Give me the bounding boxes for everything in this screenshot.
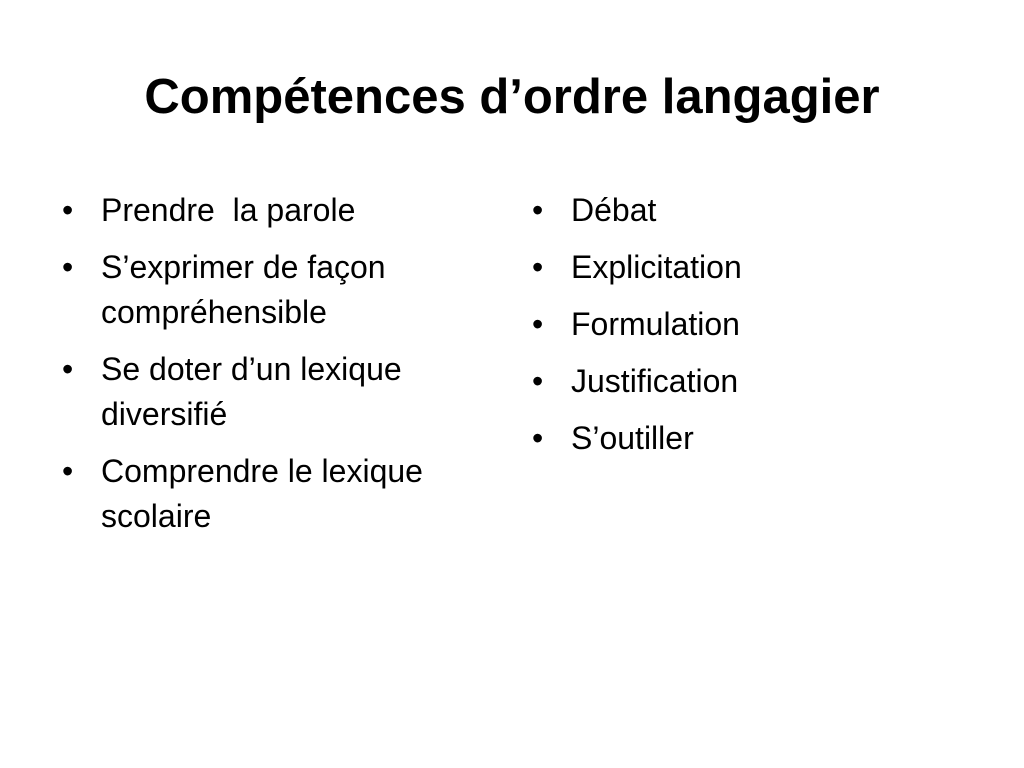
- list-item-formulation: [532, 302, 962, 347]
- bullet-icon: •: [532, 249, 544, 285]
- list-item-explicitation: [532, 245, 962, 290]
- list-item-prendre-la-parole: [62, 188, 492, 233]
- bullet-icon: •: [62, 192, 74, 228]
- bullet-icon: •: [62, 249, 74, 285]
- list-item-label: S’outiller: [571, 420, 694, 456]
- bullet-icon: •: [532, 306, 544, 342]
- list-item-debat: [532, 188, 962, 233]
- list-item-label: S’exprimer de façon compréhensible: [101, 249, 386, 330]
- bullet-icon: •: [62, 351, 74, 387]
- bullet-icon: •: [62, 453, 74, 489]
- list-item-label: Débat: [571, 192, 657, 228]
- bullet-icon: •: [532, 420, 544, 456]
- list-item-label: Explicitation: [571, 249, 742, 285]
- list-item-label: Prendre la parole: [101, 192, 356, 228]
- list-item-label: Formulation: [571, 306, 740, 342]
- list-item-comprendre-lexique: [62, 449, 492, 539]
- list-item-s-exprimer: [62, 245, 492, 335]
- left-bullet-list: [62, 188, 492, 551]
- bullet-icon: •: [532, 192, 544, 228]
- list-item-label: Se doter d’un lexique diversifié: [101, 351, 402, 432]
- bullet-icon: •: [532, 363, 544, 399]
- list-item-justification: [532, 359, 962, 404]
- list-item-se-doter-lexique: [62, 347, 492, 437]
- slide-title: Compétences d’ordre langagier: [144, 70, 880, 124]
- right-bullet-list: [532, 188, 962, 473]
- list-item-label: Comprendre le lexique scolaire: [101, 453, 423, 534]
- list-item-label: Justification: [571, 363, 739, 399]
- list-item-s-outiller: [532, 416, 962, 461]
